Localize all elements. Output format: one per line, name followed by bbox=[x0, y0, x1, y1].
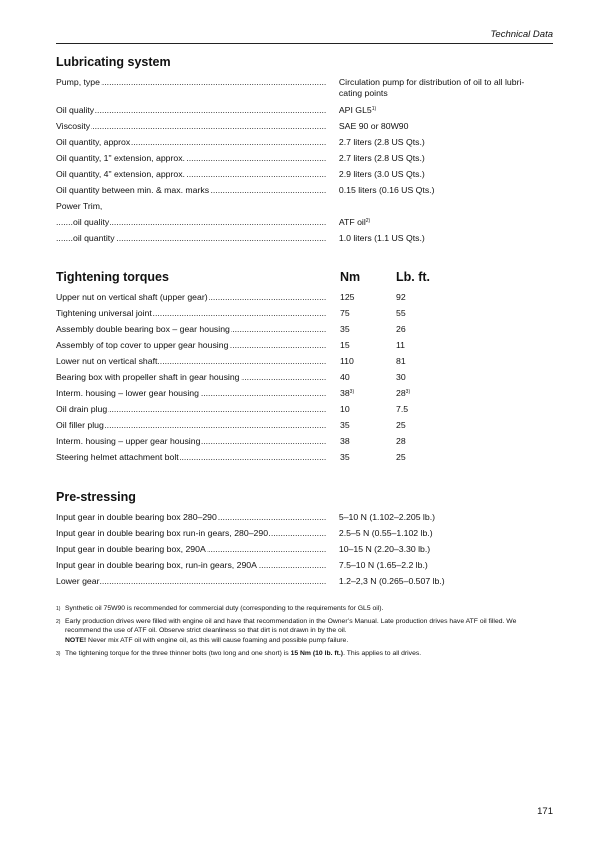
torque-lbft-value: 92 bbox=[396, 292, 406, 302]
torque-lbft bbox=[396, 292, 496, 308]
torque-row bbox=[56, 372, 553, 388]
torque-nm bbox=[340, 420, 396, 436]
spec-value-text: 2.7 liters (2.8 US Qts.) bbox=[338, 137, 425, 147]
spec-value-text: SAE 90 or 80W90 bbox=[338, 121, 409, 131]
torque-lbft bbox=[396, 340, 496, 356]
torque-lbft bbox=[396, 372, 496, 388]
torque-row bbox=[56, 420, 553, 436]
page-number: 171 bbox=[537, 806, 553, 817]
torque-lbft-value: 81 bbox=[396, 356, 406, 366]
torque-label-text: Assembly of top cover to upper gear housing bbox=[56, 340, 229, 350]
pre-stress-value bbox=[339, 512, 553, 528]
footnote-ref: 1) bbox=[371, 106, 377, 112]
spec-row bbox=[56, 217, 553, 233]
footnote-text: Synthetic oil 75W90 is recommended for commercial duty (corresponding to the requirements for GL5 oil). bbox=[65, 605, 384, 612]
torque-nm-value: 35 bbox=[340, 324, 350, 334]
torque-nm-value: 35 bbox=[340, 452, 350, 462]
footnote-marker: 3) bbox=[56, 651, 61, 658]
torque-label bbox=[56, 388, 327, 404]
torque-row bbox=[56, 452, 553, 468]
spec-value bbox=[339, 185, 553, 201]
pre-stressing-heading-text: Pre-stressing bbox=[56, 490, 136, 504]
torque-lbft-value: 7.5 bbox=[396, 404, 409, 414]
pre-stress-row bbox=[56, 560, 553, 576]
torque-label-text: Upper nut on vertical shaft (upper gear) bbox=[56, 292, 208, 302]
torque-label-text: Bearing box with propeller shaft in gear housing bbox=[56, 372, 240, 382]
torque-lbft-value: 28 bbox=[396, 388, 406, 398]
torque-label bbox=[56, 404, 327, 420]
pre-stress-value-text: 7.5–10 N (1.65–2.2 lb.) bbox=[338, 560, 428, 570]
spec-label bbox=[56, 233, 326, 249]
spec-label bbox=[56, 105, 326, 121]
pre-stress-label bbox=[56, 560, 326, 576]
torque-label-text: Tightening universal joint bbox=[56, 308, 152, 318]
torque-lbft-value: 11 bbox=[396, 340, 406, 350]
footnote-2 bbox=[56, 618, 553, 635]
torques-heading-text: Tightening torques bbox=[56, 270, 169, 284]
spec-value-text: Circulation pump for distribution of oil to all lubri- cating points bbox=[338, 77, 525, 98]
pre-stress-label bbox=[56, 576, 326, 592]
spec-row bbox=[56, 233, 553, 249]
torque-row bbox=[56, 404, 553, 420]
torque-label bbox=[56, 452, 327, 468]
spec-value bbox=[339, 201, 553, 217]
pre-stress-label bbox=[56, 512, 326, 528]
torque-label bbox=[56, 324, 327, 340]
pre-stress-value-text: 1.2–2,3 N (0.265–0.507 lb.) bbox=[338, 576, 445, 586]
spec-label bbox=[56, 201, 326, 217]
pre-stress-label bbox=[56, 544, 326, 560]
spec-label bbox=[56, 217, 326, 233]
spec-label-text: Oil quantity between min. & max. marks bbox=[56, 185, 210, 195]
torque-nm-value: 38 bbox=[340, 436, 350, 446]
pre-stress-value-text: 5–10 N (1.102–2.205 lb.) bbox=[338, 512, 436, 522]
torque-lbft bbox=[396, 452, 496, 468]
spec-row bbox=[56, 105, 553, 121]
torque-label bbox=[56, 292, 327, 308]
spec-label-text: Pump, type bbox=[56, 77, 100, 87]
spec-value bbox=[339, 121, 553, 137]
spec-value-text: 2.9 liters (3.0 US Qts.) bbox=[338, 169, 425, 179]
spec-row bbox=[56, 121, 553, 137]
spec-label-text: Oil quantity, approx bbox=[56, 137, 131, 147]
pre-stress-value bbox=[339, 576, 553, 592]
torque-label bbox=[56, 308, 327, 324]
torque-label-text: Lower nut on vertical shaft bbox=[56, 356, 158, 366]
footnote-bold-value: 15 Nm (10 lb. ft.) bbox=[290, 650, 344, 658]
spec-value bbox=[339, 233, 553, 249]
spec-label bbox=[56, 137, 326, 153]
pre-stress-label-text: Input gear in double bearing box run-in gears, 280–290 bbox=[56, 528, 269, 538]
torque-nm bbox=[340, 292, 396, 308]
torque-nm-value: 40 bbox=[340, 372, 350, 382]
torque-row bbox=[56, 292, 553, 308]
footnote-text: The tightening torque for the three thinner bolts (two long and one short) is bbox=[65, 650, 291, 658]
torque-nm bbox=[340, 308, 396, 324]
note-text: Never mix ATF oil with engine oil, as this will cause foaming and possible pump failure. bbox=[86, 636, 349, 644]
spec-label-text: Oil quantity, 1" extension, approx. bbox=[56, 153, 185, 163]
torque-row bbox=[56, 356, 553, 372]
pre-stress-row bbox=[56, 544, 553, 560]
torque-label-text: Assembly double bearing box – gear housing bbox=[56, 324, 230, 334]
torque-row bbox=[56, 308, 553, 324]
tightening-torques-heading bbox=[56, 270, 553, 286]
torque-lbft bbox=[396, 324, 496, 340]
column-header-nm: Nm bbox=[340, 270, 361, 284]
torque-row bbox=[56, 388, 553, 404]
spec-label-text: Power Trim, bbox=[56, 201, 103, 211]
header-divider bbox=[56, 43, 553, 44]
torque-label bbox=[56, 420, 327, 436]
spec-value bbox=[339, 153, 553, 169]
spec-value bbox=[339, 169, 553, 185]
torque-label bbox=[56, 340, 327, 356]
column-header-lbft: Lb. ft. bbox=[396, 270, 431, 284]
torque-label-text: Steering helmet attachment bolt bbox=[56, 452, 179, 462]
spec-label-text: Oil quantity, 4" extension, approx. bbox=[56, 169, 185, 179]
pre-stress-label bbox=[56, 528, 326, 544]
torque-lbft-value: 30 bbox=[396, 372, 406, 382]
spec-value-text: ATF oil bbox=[338, 217, 366, 227]
torque-nm-value: 125 bbox=[340, 292, 355, 302]
note-label: NOTE! bbox=[65, 636, 87, 644]
spec-label-text: Viscosity bbox=[56, 121, 91, 131]
torque-lbft bbox=[396, 356, 496, 372]
footnote-text: Early production drives were filled with engine oil and have that recommendation in the Owner’s Manual. Late production drives have ATF oil filled. We recommend the use of ATF oil. Observe strict cleanliness so that dirt is not drawn in by the oil. bbox=[65, 618, 517, 634]
torque-nm-value: 15 bbox=[340, 340, 350, 350]
torque-row bbox=[56, 340, 553, 356]
spec-row bbox=[56, 153, 553, 169]
spec-value-text: 2.7 liters (2.8 US Qts.) bbox=[338, 153, 425, 163]
pre-stressing-rows bbox=[56, 512, 553, 592]
spec-row bbox=[56, 201, 553, 217]
torque-label bbox=[56, 356, 327, 372]
pre-stress-label-text: Input gear in double bearing box, run-in gears, 290A bbox=[56, 560, 257, 570]
spec-value bbox=[339, 105, 553, 121]
footnotes bbox=[56, 605, 553, 663]
spec-row bbox=[56, 77, 553, 105]
torque-lbft bbox=[396, 404, 496, 420]
footnote-2-warning bbox=[65, 637, 553, 645]
lubricating-system-heading bbox=[56, 55, 553, 71]
pre-stressing-heading bbox=[56, 490, 553, 506]
torque-nm bbox=[340, 404, 396, 420]
spec-label bbox=[56, 77, 326, 105]
torque-label bbox=[56, 436, 327, 452]
footnote-ref: 2) bbox=[365, 218, 371, 224]
spec-value bbox=[339, 137, 553, 153]
torque-row bbox=[56, 436, 553, 452]
torque-nm bbox=[340, 436, 396, 452]
pre-stress-value bbox=[339, 560, 553, 576]
tightening-torques-section bbox=[56, 270, 553, 468]
pre-stress-value bbox=[339, 528, 553, 544]
spec-label-text: Oil quality bbox=[56, 105, 95, 115]
spec-label bbox=[56, 169, 326, 185]
footnote-marker: 2) bbox=[56, 619, 61, 626]
spec-label bbox=[56, 185, 326, 201]
torque-nm-value: 10 bbox=[340, 404, 350, 414]
torque-lbft bbox=[396, 308, 496, 324]
footnote-marker: 1) bbox=[56, 606, 61, 612]
torque-lbft bbox=[396, 420, 496, 436]
torque-nm-value: 75 bbox=[340, 308, 350, 318]
torque-nm bbox=[340, 372, 396, 388]
spec-value-text: 0.15 liters (0.16 US Qts.) bbox=[338, 185, 435, 195]
footnote-ref: 3) bbox=[349, 389, 355, 395]
torque-label bbox=[56, 372, 327, 388]
torque-rows bbox=[56, 292, 553, 468]
spec-value bbox=[339, 77, 553, 105]
spec-value-text: API GL5 bbox=[338, 105, 372, 115]
pre-stress-label-text: Input gear in double bearing box, 290A bbox=[56, 544, 206, 554]
footnote-3 bbox=[56, 650, 553, 658]
spec-label bbox=[56, 153, 326, 169]
spec-label-text: oil quantity bbox=[73, 233, 115, 243]
torque-nm bbox=[340, 452, 396, 468]
pre-stress-row bbox=[56, 512, 553, 528]
pre-stress-value-text: 2.5–5 N (0.55–1.102 lb.) bbox=[338, 528, 433, 538]
footnote-text-end: . This applies to all drives. bbox=[343, 650, 422, 658]
torque-label-text: Interm. housing – upper gear housing bbox=[56, 436, 201, 446]
torque-lbft-value: 28 bbox=[396, 436, 406, 446]
torque-nm-value: 38 bbox=[340, 388, 350, 398]
torque-lbft-value: 55 bbox=[396, 308, 406, 318]
spec-row bbox=[56, 169, 553, 185]
lubricating-heading-text: Lubricating system bbox=[56, 55, 171, 69]
pre-stress-value-text: 10–15 N (2.20–3.30 lb.) bbox=[338, 544, 431, 554]
torque-label-text: Interm. housing – lower gear housing bbox=[56, 388, 199, 398]
footnote-1 bbox=[56, 605, 553, 613]
torque-nm-value: 110 bbox=[340, 356, 354, 366]
lubricating-system-section bbox=[56, 55, 553, 249]
pre-stressing-section bbox=[56, 490, 553, 592]
spec-label-text: oil quality bbox=[73, 217, 110, 227]
pre-stress-row bbox=[56, 528, 553, 544]
pre-stress-row bbox=[56, 576, 553, 592]
spec-row bbox=[56, 137, 553, 153]
spec-value bbox=[339, 217, 553, 233]
torque-lbft bbox=[396, 388, 496, 404]
running-header-title: Technical Data bbox=[490, 29, 553, 40]
torque-nm bbox=[340, 356, 396, 372]
torque-lbft-value: 26 bbox=[396, 324, 406, 334]
torque-lbft bbox=[396, 436, 496, 452]
spec-label bbox=[56, 121, 326, 137]
spec-row bbox=[56, 185, 553, 201]
footnote-ref: 3) bbox=[405, 389, 411, 395]
torque-nm bbox=[340, 324, 396, 340]
torque-row bbox=[56, 324, 553, 340]
pre-stress-value bbox=[339, 544, 553, 560]
torque-nm bbox=[340, 388, 396, 404]
torque-nm-value: 35 bbox=[340, 420, 350, 430]
pre-stress-label-text: Input gear in double bearing box 280–290 bbox=[56, 512, 217, 522]
torque-lbft-value: 25 bbox=[396, 420, 406, 430]
spec-value-text: 1.0 liters (1.1 US Qts.) bbox=[338, 233, 425, 243]
torque-label-text: Oil filler plug bbox=[56, 420, 104, 430]
pre-stress-label-text: Lower gear bbox=[56, 576, 100, 586]
lubricating-rows bbox=[56, 77, 553, 249]
torque-label-text: Oil drain plug bbox=[56, 404, 108, 414]
torque-nm bbox=[340, 340, 396, 356]
torque-lbft-value: 25 bbox=[396, 452, 406, 462]
